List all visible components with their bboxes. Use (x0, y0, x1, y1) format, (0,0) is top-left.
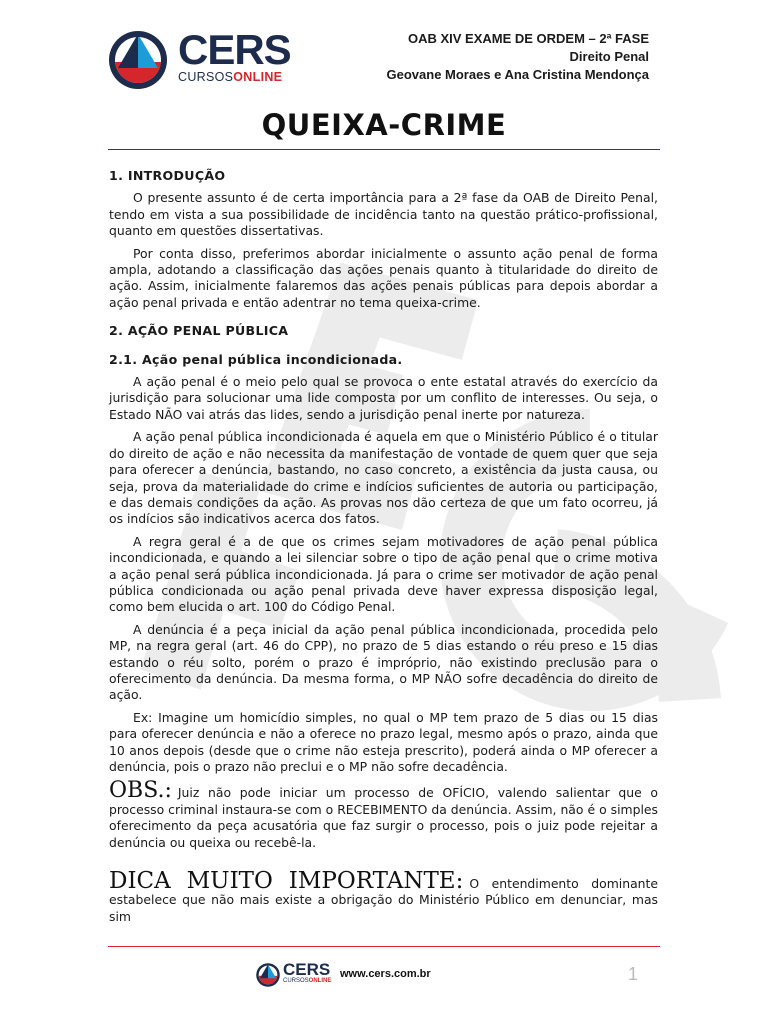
subject: Direito Penal (569, 49, 649, 64)
page-header (0, 0, 768, 100)
page-number: 1 (628, 964, 639, 984)
paragraph: A regra geral é a de que os crimes sejam motivadores de ação penal pública incondicionada, e quando a lei silenciar sobre o tipo de ação penal que o crime motiva a ação penal será pública incondicionada. Já para o crime ser motivador de ação penal pública condicionada ou ação penal privada deve haver expressa disposição legal, como bem elucida o art. 100 do Código Penal. (109, 533, 658, 615)
exam-title: OAB XIV EXAME DE ORDEM – 2ª FASE (407, 31, 649, 46)
dica-label: DICA MUITO IMPORTANTE: (109, 868, 464, 895)
footer-sub-online: ONLINE (308, 978, 332, 984)
dica-note (109, 868, 658, 925)
cers-logo-icon (106, 28, 170, 92)
obs-note (109, 778, 658, 851)
cers-logo-text (178, 26, 291, 84)
paragraph: Ex: Imagine um homicídio simples, no qual o MP tem prazo de 5 dias ou 15 dias para oferecer denúncia e não a oferece no prazo legal, mesmo após o prazo, ainda que 10 anos depois (desde que o crime não esteja prescrito), poderá ainda o MP oferecer a denúncia, pois o prazo não preclui e o MP não sofre decadência. (109, 709, 658, 774)
paragraph: A denúncia é a peça inicial da ação penal pública incondicionada, procedida pelo MP, na regra geral (art. 46 do CPP), no prazo de 5 dias estando o réu preso e 15 dias estando o réu solto, porém o prazo é impróprio, não existindo preclusão para o oferecimento da denúncia. Da mesma forma, o MP NÃO sofre decadência do direito de ação. (109, 621, 658, 703)
title-divider (108, 149, 660, 150)
document-body (109, 168, 658, 931)
obs-text: Juiz não pode iniciar um processo de OFÍCIO, valendo salientar que o processo criminal instaura-se com o RECEBIMENTO da denúncia. Assim, não é o simples oferecimento da peça acusatória que faz surgir o processo, pois o juiz pode rejeitar a denúncia ou queixa ou recebê-la. (109, 785, 658, 850)
subsection-heading: 2.1. Ação penal pública incondicionada. (109, 351, 403, 367)
footer-brand-sub (283, 978, 331, 984)
logo-sub-cursos: CURSOS (178, 70, 234, 84)
paragraph: O presente assunto é de certa importância para a 2ª fase da OAB de Direito Penal, tendo em vista a sua possibilidade de incidência tanto na questão prático-profissional, quanto em questões dissertativas. (109, 190, 658, 239)
footer-cers-logo-icon (255, 962, 281, 988)
footer-url-link[interactable]: www.cers.com.br (340, 968, 431, 980)
header-info (387, 30, 649, 84)
section-heading: 1. INTRODUÇÃO (109, 168, 226, 183)
footer-brand: CERS (283, 960, 331, 979)
obs-label: OBS.: (109, 778, 172, 804)
footer-sub-cursos: CURSOS (283, 978, 309, 984)
document-title: QUEIXA-CRIME (261, 108, 507, 142)
logo-subtitle (178, 70, 291, 84)
paragraph: A ação penal pública incondicionada é aquela em que o Ministério Público é o titular do direito de ação e não necessita da manifestação de vontade de quem quer que seja para oferecer a denúncia, bastando, no caso concreto, a existência da justa causa, ou seja, prova da materialidade do crime e indícios suficientes de autoria ou participação, e das demais condições da ação. As provas nos dão certeza de que um fato ocorreu, já os indícios são indicativos acerca dos fatos. (109, 429, 658, 527)
dica-text: O entendimento dominante estabelece que não mais existe a obrigação do Ministério Público em denunciar, mas sim (109, 876, 658, 924)
logo-brand: CERS (178, 26, 291, 73)
authors: Geovane Moraes e Ana Cristina Mendonça (386, 67, 649, 82)
logo-sub-online: ONLINE (233, 70, 283, 84)
footer-divider (108, 946, 660, 947)
paragraph: Por conta disso, preferimos abordar inicialmente o assunto ação penal de forma ampla, adotando a classificação das ações penais quanto à titularidade do direito de ação. Assim, inicialmente falaremos das ações penais públicas para depois abordar a ação penal privada e então adentrar no tema queixa-crime. (109, 245, 658, 310)
paragraph: A ação penal é o meio pelo qual se provoca o ente estatal através do exercício da jurisdição para solucionar uma lide composta por um conflito de interesses. Ou seja, o Estado NÃO vai atrás das lides, sendo a jurisdição penal inerte por natureza. (109, 374, 658, 422)
section-heading: 2. AÇÃO PENAL PÚBLICA (109, 323, 289, 339)
